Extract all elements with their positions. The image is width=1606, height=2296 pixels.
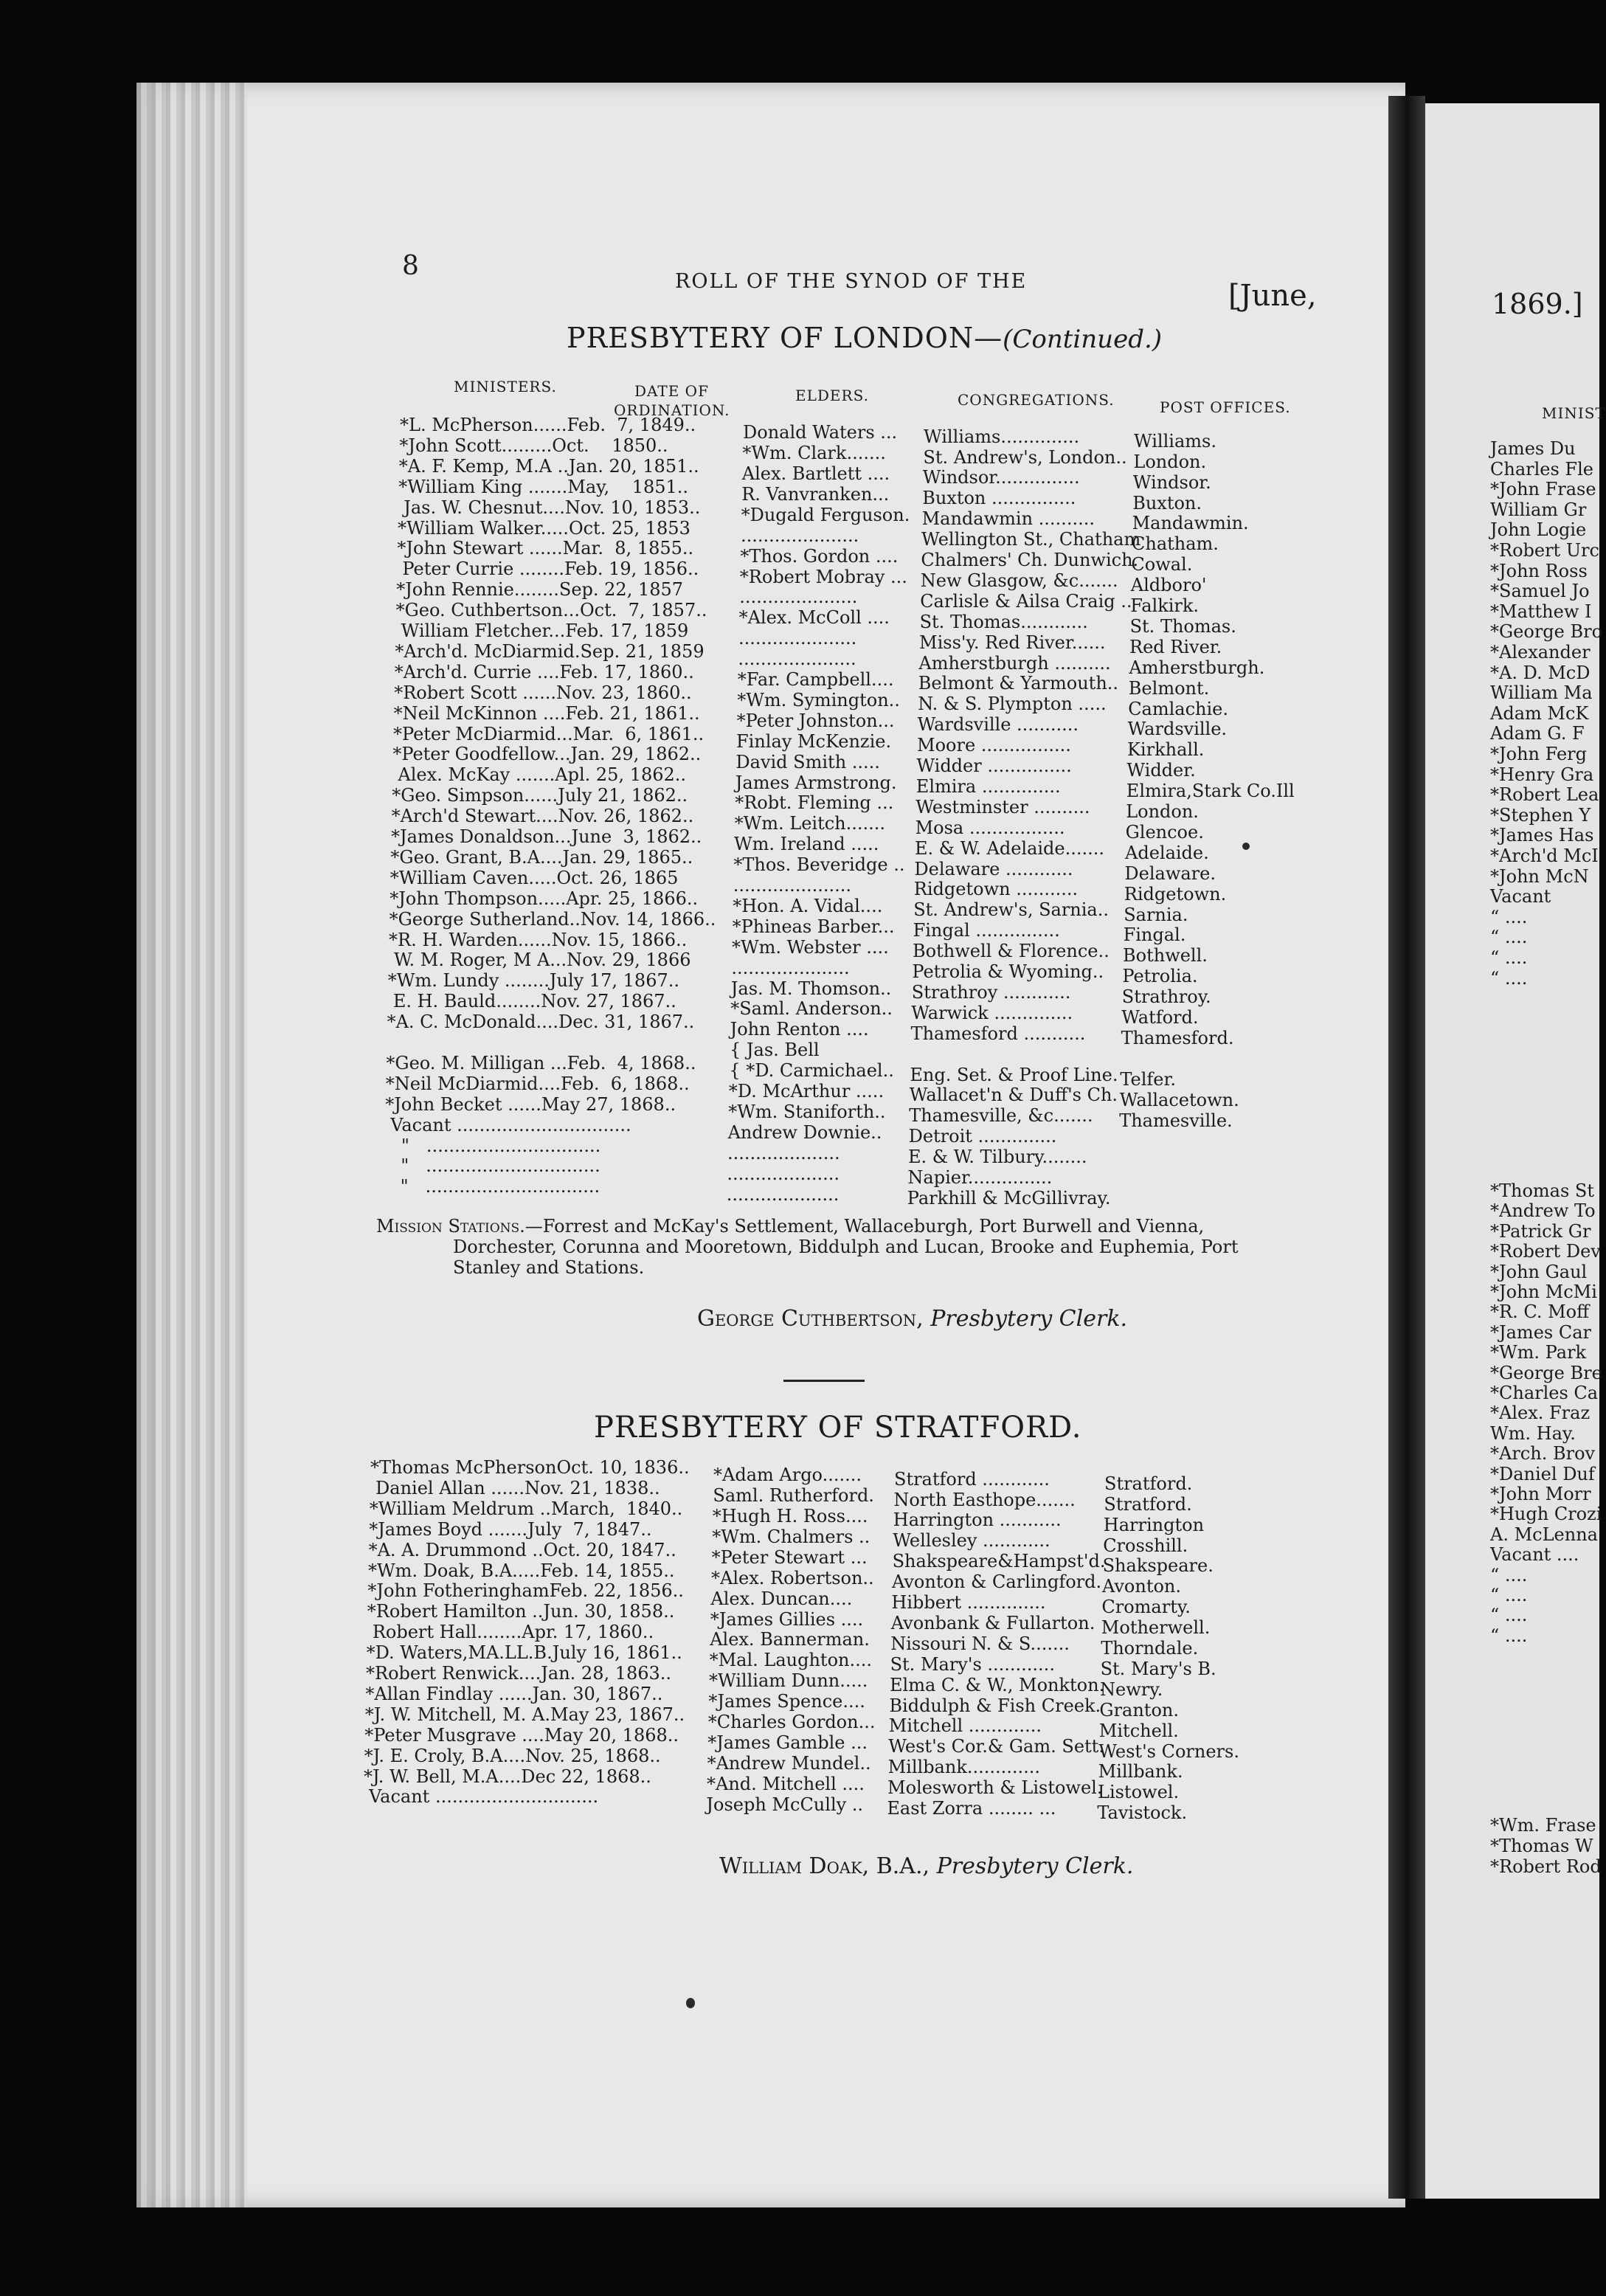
congregation-cell: Warwick .............. bbox=[911, 1002, 1073, 1023]
minister-cell: *Geo. Cuthbertson...Oct. 7, 1857.. bbox=[395, 600, 707, 621]
right-page-line: *George Bro bbox=[1490, 621, 1603, 643]
elder-cell: *Wm. Webster .... bbox=[732, 936, 889, 958]
congregation-cell: Delaware ............ bbox=[914, 858, 1073, 879]
elder-cell: *Robt. Fleming ... bbox=[735, 792, 894, 814]
elder-cell: Saml. Rutherford. bbox=[713, 1485, 874, 1507]
right-page-line: *Robert Urc bbox=[1490, 540, 1599, 561]
elder-cell: ..................... bbox=[738, 628, 857, 649]
post-office-cell: London. bbox=[1133, 451, 1207, 472]
post-office-cell: Delaware. bbox=[1124, 862, 1216, 884]
minister-cell: *Geo. Simpson......July 21, 1862.. bbox=[392, 785, 688, 806]
congregation-cell: St. Andrew's, Sarnia.. bbox=[913, 899, 1109, 921]
elder-cell: *Wm. Clark....... bbox=[742, 443, 886, 464]
post-office-cell: Fingal. bbox=[1123, 924, 1186, 946]
elder-cell: *Adam Argo....... bbox=[713, 1465, 862, 1486]
elder-cell: *James Gamble ... bbox=[707, 1732, 868, 1753]
elder-cell: .................... bbox=[727, 1163, 840, 1184]
congregation-cell: North Easthope....... bbox=[893, 1489, 1076, 1510]
minister-cell: *J. W. Mitchell, M. A.May 23, 1867.. bbox=[364, 1704, 685, 1725]
minister-cell: Alex. McKay .......Apl. 25, 1862.. bbox=[392, 764, 687, 786]
mission-label: Mission Stations. bbox=[376, 1216, 525, 1237]
minister-cell: " ............................... bbox=[384, 1135, 601, 1156]
congregation-cell: Chalmers' Ch. Dunwich. bbox=[921, 550, 1139, 570]
col-elders: ELDERS. bbox=[795, 387, 869, 404]
post-office-cell: Mitchell. bbox=[1098, 1720, 1179, 1741]
minister-cell: *Peter Goodfellow...Jan. 29, 1862.. bbox=[392, 744, 702, 765]
section-divider bbox=[783, 1380, 865, 1382]
post-office-cell: Newry. bbox=[1100, 1678, 1163, 1700]
post-office-cell: Aldboro' bbox=[1130, 575, 1207, 596]
post-office-cell: Windsor. bbox=[1132, 471, 1211, 493]
right-page-line: *Arch'd McI bbox=[1490, 846, 1599, 866]
post-office-cell: Adelaide. bbox=[1125, 842, 1209, 863]
right-page-line: “ .... bbox=[1490, 947, 1528, 968]
congregation-cell: Avonton & Carlingford. bbox=[892, 1571, 1102, 1593]
minister-cell: *Neil McKinnon ....Feb. 21, 1861.. bbox=[393, 702, 700, 724]
book-gutter bbox=[1388, 96, 1425, 2199]
right-page-line: Adam McK bbox=[1490, 702, 1589, 724]
ink-speck-bottom bbox=[686, 1998, 695, 2008]
congregation-cell: Mitchell ............. bbox=[888, 1715, 1042, 1737]
congregation-cell: E. & W. Tilbury........ bbox=[908, 1147, 1087, 1168]
elder-cell: Andrew Downie.. bbox=[727, 1121, 882, 1143]
post-office-cell: Ridgetown. bbox=[1124, 883, 1227, 905]
post-office-cell: St. Mary's B. bbox=[1100, 1658, 1216, 1679]
mission-line-1: —Forrest and McKay's Settlement, Wallaceburgh, Port Burwell and Vienna, bbox=[525, 1216, 1205, 1237]
page-number: 8 bbox=[402, 251, 419, 281]
congregation-cell: Williams.............. bbox=[924, 426, 1080, 447]
congregation-cell: Fingal ............... bbox=[913, 920, 1060, 941]
right-page-line: *Alexander bbox=[1490, 642, 1591, 663]
right-page-line: *John Ferg bbox=[1490, 744, 1587, 764]
post-office-cell: Millbank. bbox=[1098, 1761, 1183, 1782]
elder-cell: Jas. M. Thomson.. bbox=[730, 978, 892, 999]
congregation-cell: N. & S. Plympton ..... bbox=[918, 694, 1107, 715]
congregation-cell: Thamesville, &c....... bbox=[909, 1105, 1093, 1127]
minister-cell: *Robert Renwick....Jan. 28, 1863.. bbox=[366, 1663, 672, 1684]
congregation-cell: Bothwell & Florence.. bbox=[913, 941, 1110, 962]
elder-cell: *Dugald Ferguson. bbox=[741, 504, 910, 525]
elder-cell: R. Vanvranken... bbox=[741, 483, 890, 505]
right-page-line: *Robert Dev bbox=[1490, 1241, 1601, 1262]
elder-cell: ..................... bbox=[733, 875, 852, 896]
right-page-line: Vacant .... bbox=[1490, 1544, 1579, 1566]
minister-cell: *Allan Findlay ......Jan. 30, 1867.. bbox=[365, 1683, 663, 1704]
elder-cell: *Thos. Beveridge .. bbox=[733, 854, 905, 876]
elder-cell: *Andrew Mundel.. bbox=[707, 1752, 871, 1774]
congregation-cell: Westminster .......... bbox=[916, 796, 1090, 817]
minister-cell: Daniel Allan ......Nov. 21, 1838.. bbox=[370, 1477, 660, 1498]
stratford-clerk bbox=[719, 1853, 1133, 1879]
post-office-cell: Falkirk. bbox=[1130, 595, 1200, 617]
right-page-line: *Robert Rod bbox=[1490, 1856, 1602, 1877]
minister-cell: *William Walker.....Oct. 25, 1853 bbox=[398, 517, 690, 539]
post-office-cell: Watford. bbox=[1121, 1007, 1199, 1028]
elder-cell: *Peter Stewart ... bbox=[711, 1546, 868, 1568]
minister-cell: William Fletcher...Feb. 17, 1859 bbox=[395, 620, 689, 641]
minister-cell: *D. Waters,MA.LL.B.July 16, 1861.. bbox=[366, 1642, 682, 1664]
elder-cell: ..................... bbox=[739, 587, 858, 608]
congregation-cell: St. Thomas............ bbox=[919, 611, 1088, 632]
right-page-line: William Ma bbox=[1490, 682, 1593, 704]
post-office-cell: Cromarty. bbox=[1101, 1597, 1191, 1618]
congregation-cell: Detroit .............. bbox=[908, 1126, 1057, 1147]
congregation-cell: Shakspeare&Hampst'd. bbox=[892, 1551, 1106, 1572]
congregation-cell: Belmont & Yarmouth.. bbox=[918, 673, 1119, 694]
minister-cell: *R. H. Warden......Nov. 15, 1866.. bbox=[389, 929, 688, 950]
post-office-cell: Thamesford. bbox=[1121, 1027, 1234, 1048]
mission-line-2: Dorchester, Corunna and Mooretown, Biddulph and Lucan, Brooke and Euphemia, Port bbox=[453, 1237, 1239, 1257]
elder-cell: *D. McArthur ..... bbox=[728, 1081, 885, 1102]
elder-cell: *Wm. Leitch....... bbox=[734, 813, 886, 834]
elder-cell: *Thos. Gordon .... bbox=[740, 545, 899, 567]
minister-cell: *James Boyd .......July 7, 1847.. bbox=[369, 1518, 652, 1540]
elder-cell: *James Gillies .... bbox=[710, 1608, 864, 1630]
right-page-line: *John Gaul bbox=[1490, 1261, 1588, 1282]
post-office-cell: Williams. bbox=[1134, 430, 1216, 452]
elder-cell: Finlay McKenzie. bbox=[736, 730, 892, 752]
congregation-cell: Napier............... bbox=[907, 1167, 1053, 1188]
london-title bbox=[567, 322, 1162, 354]
post-office-cell: Stratford. bbox=[1104, 1473, 1193, 1494]
minister-cell: *Arch'd. Currie ....Feb. 17, 1860.. bbox=[394, 661, 694, 682]
elder-cell: *Saml. Anderson.. bbox=[730, 998, 893, 1020]
minister-cell: *William Meldrum ..March, 1840.. bbox=[369, 1498, 683, 1519]
right-page-line: *Daniel Duf bbox=[1490, 1463, 1595, 1484]
elder-cell: *Wm. Staniforth.. bbox=[728, 1101, 886, 1122]
right-page-line: *Robert Lea bbox=[1490, 784, 1599, 806]
post-office-cell: Mandawmin. bbox=[1132, 513, 1249, 534]
elder-cell: James Armstrong. bbox=[735, 772, 897, 793]
minister-cell: *L. McPherson......Feb. 7, 1849.. bbox=[400, 415, 696, 435]
right-page-line: Adam G. F bbox=[1490, 723, 1585, 744]
mission-stations bbox=[376, 1216, 1204, 1237]
post-office-cell: Cowal. bbox=[1131, 554, 1193, 575]
post-office-cell: Granton. bbox=[1099, 1699, 1179, 1721]
congregation-cell: Molesworth & Listowel. bbox=[887, 1777, 1103, 1799]
congregation-cell: Millbank............. bbox=[887, 1757, 1041, 1778]
col-ministers: MINISTERS. bbox=[454, 378, 557, 395]
elder-cell: *Wm. Symington.. bbox=[737, 689, 900, 710]
congregation-cell: Elmira .............. bbox=[916, 775, 1061, 797]
minister-cell: *Neil McDiarmid....Feb. 6, 1868.. bbox=[385, 1073, 690, 1094]
post-office-cell: London. bbox=[1126, 801, 1199, 823]
post-office-cell: Glencoe. bbox=[1125, 821, 1204, 843]
right-page-line: *Thomas St bbox=[1490, 1180, 1595, 1201]
minister-cell: Peter Currie ........Feb. 19, 1856.. bbox=[396, 559, 699, 580]
post-office-cell: Camlachie. bbox=[1128, 698, 1229, 719]
minister-cell: *Arch'd. McDiarmid.Sep. 21, 1859 bbox=[395, 640, 705, 662]
minister-cell: *William Caven.....Oct. 26, 1865 bbox=[390, 867, 679, 888]
congregation-cell: Strathroy ............ bbox=[911, 981, 1071, 1003]
minister-cell: Vacant ............................... bbox=[384, 1114, 631, 1135]
congregation-cell: Wardsville ........... bbox=[917, 714, 1079, 736]
running-date: [June, bbox=[1228, 279, 1317, 313]
post-office-cell: West's Corners. bbox=[1098, 1740, 1239, 1762]
congregation-cell: East Zorra ........ ... bbox=[887, 1798, 1056, 1819]
right-page-line: *John Frase bbox=[1490, 479, 1596, 500]
elder-cell: *Charles Gordon... bbox=[707, 1712, 876, 1733]
congregation-cell: Amherstburgh .......... bbox=[918, 652, 1111, 674]
post-office-cell: Petrolia. bbox=[1122, 966, 1198, 987]
congregation-cell: Petrolia & Wyoming.. bbox=[912, 961, 1104, 982]
minister-cell: *George Sutherland..Nov. 14, 1866.. bbox=[389, 908, 716, 930]
elder-cell: ..................... bbox=[738, 649, 856, 670]
congregation-cell: Harrington ........... bbox=[893, 1510, 1062, 1531]
page-edge-stack bbox=[136, 83, 247, 2207]
right-page-line: *Henry Gra bbox=[1490, 764, 1594, 785]
london-clerk-title: Presbytery Clerk. bbox=[930, 1306, 1128, 1332]
post-office-cell: Belmont. bbox=[1128, 677, 1210, 699]
right-page-line: “ .... bbox=[1490, 906, 1528, 927]
elder-cell: *Peter Johnston... bbox=[736, 710, 895, 731]
minister-cell: *A. F. Kemp, M.A ..Jan. 20, 1851.. bbox=[398, 455, 699, 477]
right-page-line: Charles Fle bbox=[1490, 458, 1593, 480]
congregation-cell: New Glasgow, &c....... bbox=[920, 570, 1118, 591]
right-page-line: *A. D. McD bbox=[1490, 662, 1591, 683]
elder-cell: *Hugh H. Ross.... bbox=[712, 1506, 868, 1527]
post-office-cell: Elmira,Stark Co.Ill bbox=[1126, 781, 1295, 802]
post-office-cell: Widder. bbox=[1126, 760, 1196, 781]
post-office-cell: Chatham. bbox=[1132, 533, 1219, 555]
post-office-cell: Tavistock. bbox=[1097, 1802, 1188, 1824]
minister-cell: *Peter Musgrave ....May 20, 1868.. bbox=[364, 1724, 679, 1746]
col-post-offices: POST OFFICES. bbox=[1160, 398, 1291, 416]
post-office-cell: Strathroy. bbox=[1121, 986, 1211, 1008]
right-page-line: *George Bre bbox=[1490, 1362, 1602, 1383]
right-page-line: “ .... bbox=[1490, 927, 1528, 948]
post-office-cell: Avonton. bbox=[1102, 1576, 1182, 1597]
post-office-cell: Listowel. bbox=[1098, 1782, 1180, 1803]
elder-cell: David Smith ..... bbox=[735, 751, 880, 772]
minister-cell: *Robert Scott ......Nov. 23, 1860.. bbox=[394, 682, 692, 703]
congregation-cell: Miss'y. Red River...... bbox=[919, 632, 1106, 653]
elder-cell: *William Dunn..... bbox=[709, 1670, 868, 1692]
congregation-cell: E. & W. Adelaide....... bbox=[915, 837, 1105, 859]
right-page-line: “ .... bbox=[1490, 1585, 1528, 1605]
congregation-cell: St. Mary's ............ bbox=[890, 1653, 1055, 1675]
post-office-cell: Amherstburgh. bbox=[1129, 657, 1265, 678]
col-date-2: ORDINATION. bbox=[614, 401, 730, 419]
minister-cell: *Wm. Lundy ........July 17, 1867.. bbox=[387, 970, 679, 992]
congregation-cell: Nissouri N. & S....... bbox=[890, 1633, 1070, 1654]
minister-cell: " ............................... bbox=[384, 1155, 600, 1177]
right-page-line: *John McMi bbox=[1490, 1282, 1597, 1302]
minister-cell: Vacant ............................. bbox=[363, 1786, 599, 1808]
post-office-cell: Sarnia. bbox=[1124, 904, 1188, 925]
congregation-cell: Widder ............... bbox=[916, 755, 1072, 776]
minister-cell: " ............................... bbox=[383, 1176, 600, 1197]
minister-cell: *William King .......May, 1851.. bbox=[398, 476, 689, 497]
right-col-label: MINIST bbox=[1542, 404, 1606, 422]
congregation-cell: Parkhill & McGillivray. bbox=[907, 1187, 1111, 1208]
minister-cell: *Peter McDiarmid...Mar. 6, 1861.. bbox=[393, 723, 705, 744]
right-page-line: *Thomas W bbox=[1490, 1836, 1593, 1856]
congregation-cell: Wallacet'n & Duff's Ch. bbox=[909, 1085, 1118, 1106]
elder-cell: ..................... bbox=[741, 525, 859, 546]
minister-cell: *Thomas McPhersonOct. 10, 1836.. bbox=[370, 1457, 690, 1478]
post-office-cell: Buxton. bbox=[1132, 492, 1202, 514]
elder-cell: Alex. Bannerman. bbox=[710, 1629, 870, 1650]
minister-cell: *John FotheringhamFeb. 22, 1856.. bbox=[367, 1580, 684, 1602]
london-clerk-name: George Cuthbertson, bbox=[697, 1306, 924, 1332]
elder-cell: { Jas. Bell bbox=[730, 1040, 820, 1061]
congregation-cell: Stratford ............ bbox=[894, 1468, 1050, 1490]
right-page-line: “ .... bbox=[1490, 1564, 1528, 1586]
congregation-cell: Mosa ................. bbox=[915, 817, 1065, 838]
right-page-line: *Andrew To bbox=[1490, 1200, 1596, 1222]
ink-speck bbox=[1242, 843, 1250, 850]
congregation-cell: Buxton ............... bbox=[922, 488, 1076, 509]
elder-cell: *Alex. McColl .... bbox=[738, 607, 890, 629]
elder-cell: John Renton .... bbox=[730, 1019, 869, 1040]
post-office-cell: Motherwell. bbox=[1101, 1617, 1211, 1639]
right-page-line: *Patrick Gr bbox=[1490, 1220, 1591, 1242]
elder-cell: *Hon. A. Vidal.... bbox=[733, 895, 883, 916]
right-page-line: *Wm. Frase bbox=[1490, 1815, 1596, 1836]
congregation-cell: Wellesley ............ bbox=[893, 1530, 1051, 1552]
congregation-cell: West's Cor.& Gam. Sett. bbox=[888, 1736, 1104, 1757]
post-office-cell: Wallacetown. bbox=[1119, 1089, 1239, 1110]
right-page-line: *Alex. Fraz bbox=[1490, 1403, 1591, 1424]
elder-cell: *Phineas Barber... bbox=[732, 916, 895, 937]
minister-cell: *A. A. Drummond ..Oct. 20, 1847.. bbox=[368, 1539, 676, 1560]
right-page-line: Vacant bbox=[1490, 886, 1551, 907]
post-office-cell: Kirkhall. bbox=[1127, 739, 1205, 761]
stratford-clerk-title: Presbytery Clerk. bbox=[936, 1853, 1134, 1879]
post-office-cell: Shakspeare. bbox=[1102, 1555, 1214, 1577]
congregation-cell: Eng. Set. & Proof Line. bbox=[910, 1064, 1118, 1085]
minister-cell: *John Becket ......May 27, 1868.. bbox=[385, 1093, 676, 1115]
elder-cell: *Mal. Laughton.... bbox=[709, 1650, 872, 1671]
post-office-cell: Thamesville. bbox=[1119, 1110, 1233, 1131]
elder-cell: Joseph McCully .. bbox=[706, 1794, 864, 1815]
elder-cell: Alex. Bartlett .... bbox=[741, 463, 890, 485]
post-office-cell: St. Thomas. bbox=[1129, 615, 1236, 637]
minister-cell: *John Scott.........Oct. 1850.. bbox=[399, 435, 668, 456]
congregation-cell: Wellington St., Chatham bbox=[921, 529, 1141, 550]
congregation-cell: Windsor............... bbox=[922, 467, 1080, 488]
congregation-cell: Biddulph & Fish Creek. bbox=[889, 1695, 1101, 1716]
elder-cell: { *D. Carmichael.. bbox=[729, 1060, 894, 1082]
post-office-cell: Wardsville. bbox=[1127, 719, 1228, 740]
post-office-cell: Bothwell. bbox=[1123, 945, 1208, 967]
col-date: DATE OF bbox=[634, 382, 709, 400]
elder-cell: .................... bbox=[727, 1142, 840, 1163]
right-page-line: Wm. Hay. bbox=[1490, 1422, 1576, 1444]
congregation-cell: St. Andrew's, London.. bbox=[923, 446, 1127, 468]
right-page-line: William Gr bbox=[1490, 499, 1587, 520]
minister-cell: *A. C. McDonald....Dec. 31, 1867.. bbox=[387, 1012, 695, 1033]
right-page-line: *James Has bbox=[1490, 825, 1594, 846]
elder-cell: Wm. Ireland ..... bbox=[734, 834, 879, 855]
right-page-line: A. McLenna bbox=[1490, 1524, 1598, 1545]
right-page-line: *Stephen Y bbox=[1490, 804, 1591, 826]
congregation-cell: Mandawmin .......... bbox=[921, 508, 1095, 530]
minister-cell: *J. W. Bell, M.A....Dec 22, 1868.. bbox=[364, 1766, 651, 1787]
stratford-clerk-name: William Doak, B.A., bbox=[719, 1853, 930, 1879]
elder-cell: *James Spence.... bbox=[708, 1691, 865, 1712]
right-page-line: John Logie bbox=[1490, 519, 1587, 541]
minister-cell: *John Stewart ......Mar. 8, 1855.. bbox=[397, 538, 694, 559]
col-congregations: CONGREGATIONS. bbox=[958, 391, 1115, 409]
minister-cell: *J. E. Croly, B.A....Nov. 25, 1868.. bbox=[364, 1745, 661, 1766]
congregation-cell: Elma C. & W., Monkton. bbox=[890, 1674, 1105, 1695]
post-office-cell: Red River. bbox=[1129, 636, 1222, 657]
london-title-continued: (Continued.) bbox=[1003, 325, 1163, 354]
elder-cell: ..................... bbox=[731, 957, 850, 978]
right-page-line: *Charles Ca bbox=[1490, 1383, 1599, 1403]
minister-cell: *James Donaldson...June 3, 1862.. bbox=[391, 826, 702, 847]
post-office-cell: Crosshill. bbox=[1103, 1535, 1188, 1556]
right-page-line: *James Car bbox=[1490, 1321, 1591, 1343]
congregation-cell: Carlisle & Ailsa Craig .. bbox=[920, 590, 1132, 612]
post-office-cell: Harrington bbox=[1103, 1514, 1205, 1535]
elder-cell: Donald Waters ... bbox=[743, 422, 898, 443]
minister-cell: W. M. Roger, M A...Nov. 29, 1866 bbox=[388, 950, 691, 971]
right-page-line: *John Ross bbox=[1490, 560, 1588, 581]
minister-cell: *Arch'd Stewart....Nov. 26, 1862.. bbox=[391, 806, 694, 827]
congregation-cell: Avonbank & Fullarton. bbox=[890, 1612, 1096, 1633]
post-office-cell: Thorndale. bbox=[1101, 1638, 1199, 1659]
minister-cell: Robert Hall........Apr. 17, 1860.. bbox=[367, 1622, 654, 1643]
congregation-cell: Hibbert .............. bbox=[891, 1592, 1046, 1613]
right-page-line: *Wm. Park bbox=[1490, 1342, 1587, 1363]
minister-cell: Jas. W. Chesnut....Nov. 10, 1853.. bbox=[398, 497, 701, 518]
post-office-cell: Stratford. bbox=[1104, 1493, 1192, 1515]
minister-cell: *Geo. M. Milligan ...Feb. 4, 1868.. bbox=[386, 1052, 696, 1073]
running-head: ROLL OF THE SYNOD OF THE bbox=[675, 270, 1028, 293]
elder-cell: .................... bbox=[726, 1183, 840, 1205]
elder-cell: Alex. Duncan.... bbox=[710, 1588, 853, 1609]
congregation-cell: Moore ................ bbox=[917, 735, 1071, 756]
right-page-line: *Arch. Brov bbox=[1490, 1443, 1596, 1465]
right-page-line: James Du bbox=[1490, 438, 1576, 459]
right-page-line: “ .... bbox=[1490, 1625, 1528, 1646]
congregation-cell: Ridgetown ........... bbox=[913, 879, 1079, 900]
minister-cell: *Robert Hamilton ..Jun. 30, 1858.. bbox=[367, 1601, 675, 1622]
minister-cell: E. H. Bauld........Nov. 27, 1867.. bbox=[387, 991, 676, 1012]
stratford-title: PRESBYTERY OF STRATFORD. bbox=[594, 1411, 1082, 1445]
elder-cell: *Far. Campbell.... bbox=[737, 669, 894, 691]
mission-line-3: Stanley and Stations. bbox=[453, 1257, 645, 1278]
congregation-cell: Thamesford ........... bbox=[910, 1023, 1086, 1044]
right-page-line: “ .... bbox=[1490, 967, 1528, 989]
minister-cell: *John Thompson.....Apr. 25, 1866.. bbox=[390, 888, 699, 909]
london-title-text: PRESBYTERY OF LONDON— bbox=[567, 322, 1003, 354]
right-page-line: *Matthew I bbox=[1490, 601, 1592, 622]
right-page-line: *Samuel Jo bbox=[1490, 581, 1590, 602]
right-page-line: *John McN bbox=[1490, 865, 1589, 887]
right-page-line: *Hugh Crozi bbox=[1490, 1504, 1602, 1525]
right-page-date: 1869.] bbox=[1492, 288, 1583, 320]
elder-cell: *And. Mitchell .... bbox=[707, 1773, 865, 1794]
minister-cell: *Wm. Doak, B.A.....Feb. 14, 1855.. bbox=[368, 1560, 675, 1581]
post-office-cell: Telfer. bbox=[1120, 1068, 1176, 1090]
minister-cell: *Geo. Grant, B.A....Jan. 29, 1865.. bbox=[390, 846, 693, 868]
right-page-line: *R. C. Moff bbox=[1490, 1301, 1590, 1323]
london-clerk bbox=[697, 1306, 1127, 1332]
right-page-line: “ .... bbox=[1490, 1605, 1528, 1626]
elder-cell: *Wm. Chalmers .. bbox=[712, 1526, 871, 1547]
right-page-line: *John Morr bbox=[1490, 1484, 1591, 1504]
elder-cell: *Alex. Robertson.. bbox=[711, 1567, 874, 1588]
minister-cell: *John Rennie........Sep. 22, 1857 bbox=[396, 579, 684, 601]
elder-cell: *Robert Mobray ... bbox=[739, 566, 907, 587]
